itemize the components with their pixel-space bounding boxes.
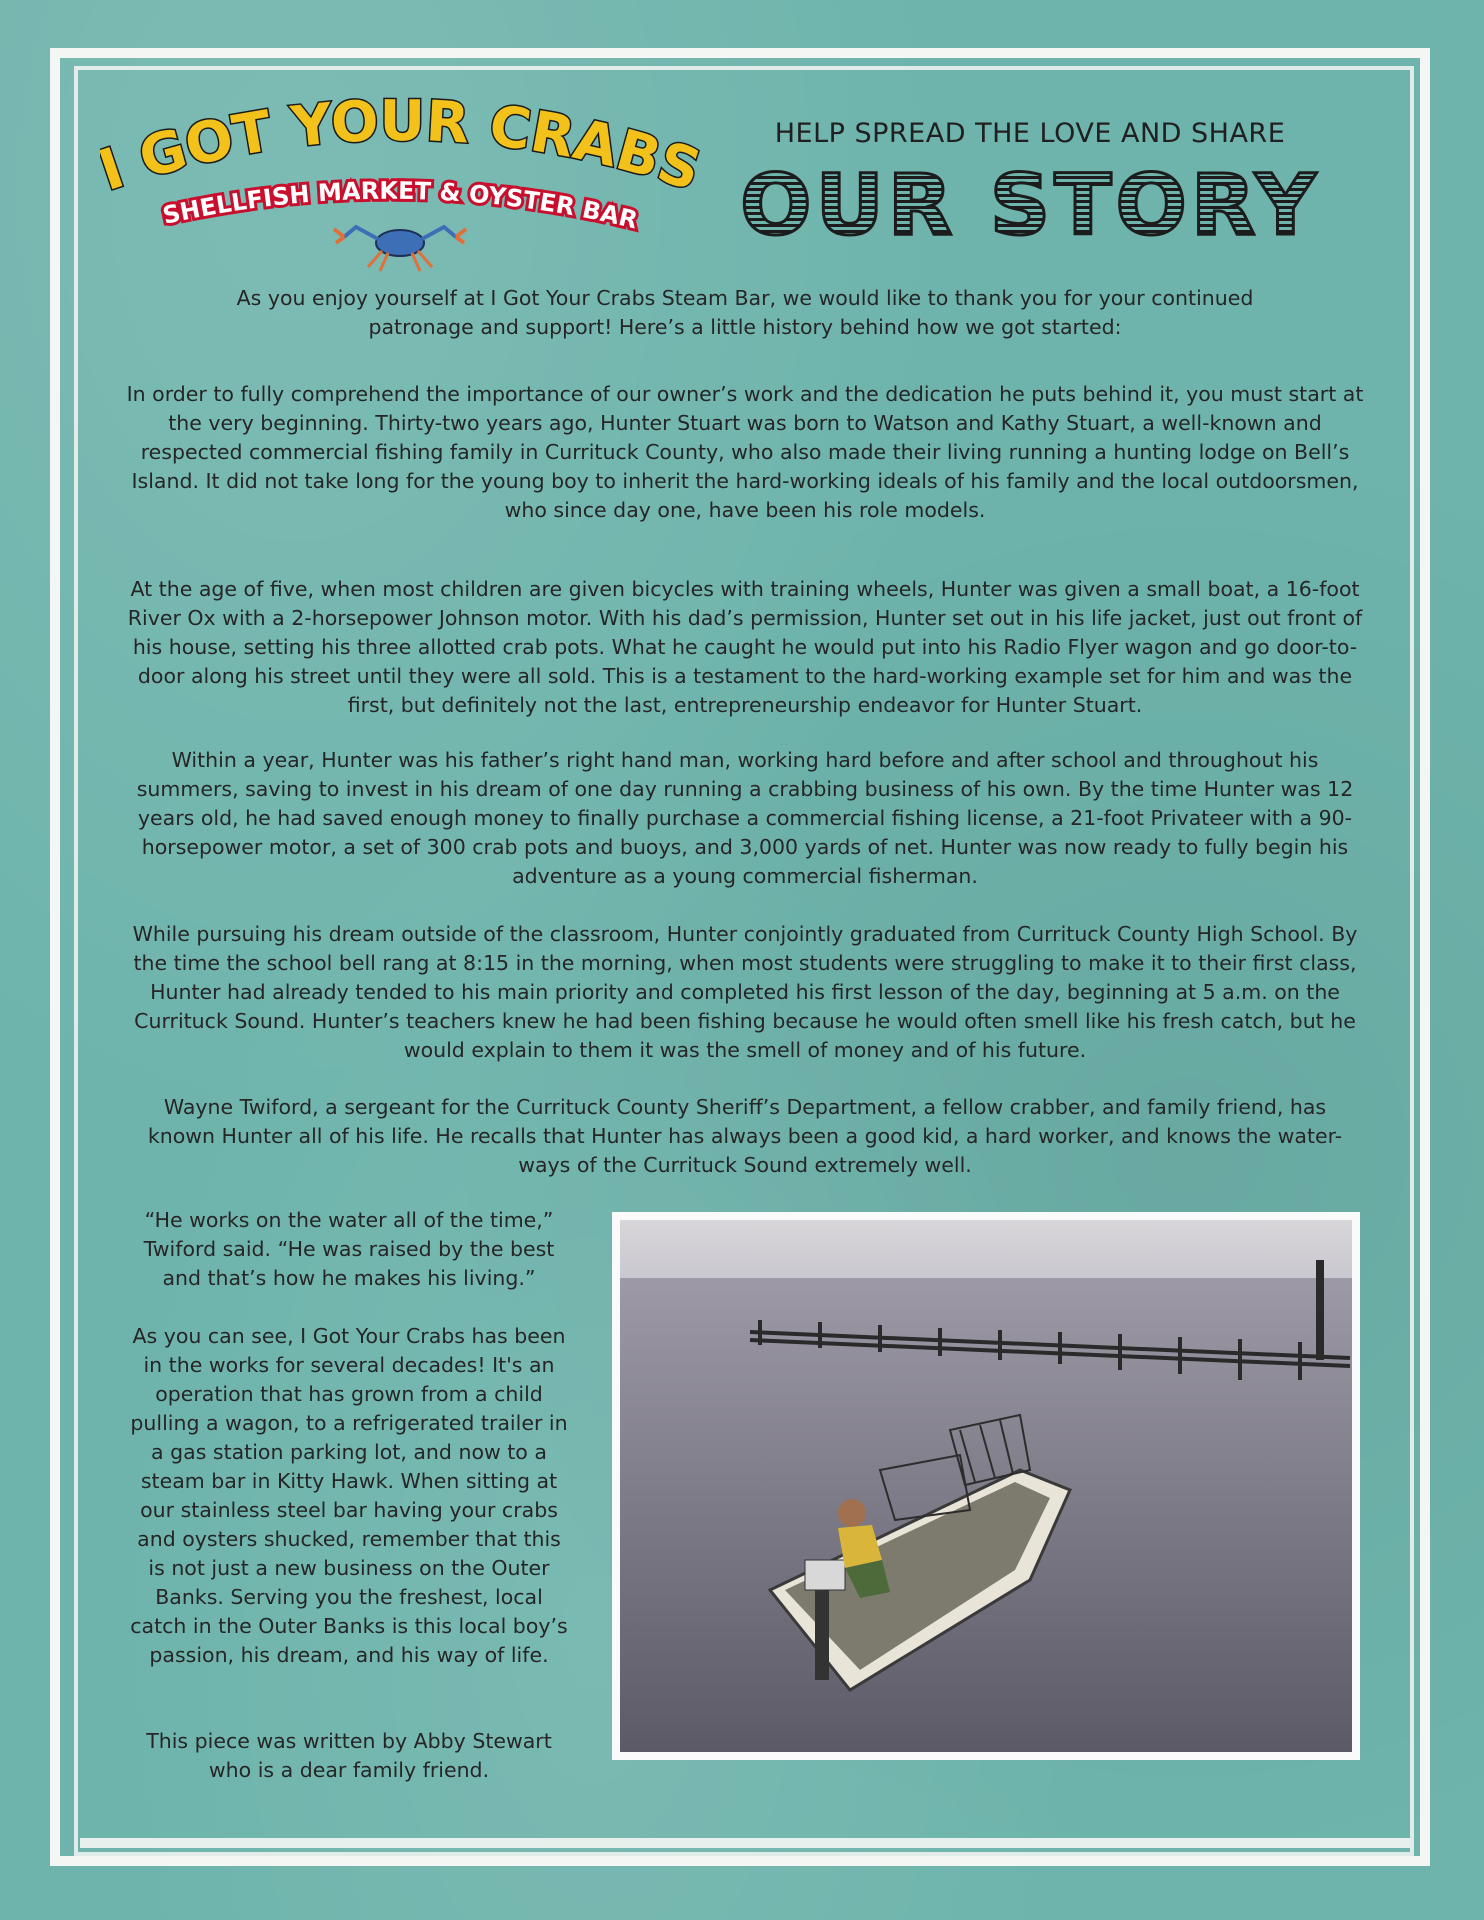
crab-icon [334, 227, 466, 271]
story-paragraph: Within a year, Hunter was his father’s right hand man, working hard before and after school and throughout his summers, saving to invest in his dream of one day running a crabbing business of his own. By the time Hunter was 12 years old, he had saved enough money to finally purchase a commercial fishing license, a 21-foot Privateer with a 90-horsepower motor, a set of 300 crab pots and buoys, and 3,000 yards of net. Hunter was now ready to fully begin his adventure as a young commercial fisherman. [136, 748, 1354, 888]
intro-paragraph: As you enjoy yourself at I Got Your Crabs Steam Bar, we would like to thank you for your continued patronage and support! Here’s a little history behind how we got started: [236, 286, 1254, 339]
headline [720, 158, 1340, 248]
logo-title: GOT YOUR CRAB [132, 95, 668, 192]
story-paragraph: Wayne Twiford, a sergeant for the Currituck County Sheriff’s Department, a fellow crabber, and family friend, has known Hunter all of his life. He recalls that Hunter has always been a good kid, a hard worker, and knows the water-ways of the Currituck Sound extremely well. [147, 1095, 1343, 1177]
frame-streak [80, 1838, 1410, 1848]
headline-text: OUR STORY [740, 158, 1320, 248]
logo-subtitle: SHELLFISH MARKET & OYSTER BAR [160, 176, 641, 235]
story-paragraph: In order to fully comprehend the importance of our owner’s work and the dedication he puts behind it, you must start at the very beginning. Thirty-two years ago, Hunter Stuart was born to Watson and Kathy Stuart, a well-known and respected commercial fishing family in Currituck County, who also made their living running a hunting lodge on Bell’s Island. It did not take long for the young boy to inherit the hard-working ideals of his family and the local outdoorsmen, who since day one, have been his role models. [126, 382, 1364, 522]
story-paragraph: While pursuing his dream outside of the classroom, Hunter conjointly graduated from Currituck County High School. By the time the school bell rang at 8:15 in the morning, when most students were struggling to make it to their first class, Hunter had already tended to his main priority and completed his first lesson of the day, beginning at 5 a.m. on the Currituck Sound. Hunter’s teachers knew he had been fishing because he would often smell like his fresh catch, but he would explain to them it was the smell of money and of his future. [132, 922, 1358, 1062]
story-paragraph: At the age of five, when most children are given bicycles with training wheels, Hunter was given a small boat, a 16-foot River Ox with a 2-horsepower Johnson motor. With his dad’s permission, Hunter set out in his life jacket, just out front of his house, setting his three allotted crab pots. What he caught he would put into his Radio Flyer wagon and go door-to-door along his street until they were all sold. This is a testament to the hard-working example set for him and was the first, but definitely not the last, entrepreneurship endeavor for Hunter Stuart. [127, 577, 1363, 717]
svg-text:SHELLFISH MARKET & OYSTER BAR [160, 177, 640, 235]
brand-logo [100, 95, 700, 275]
author-credit: This piece was written by Abby Stewart who is a dear family friend. [146, 1729, 552, 1782]
quote-paragraph: “He works on the water all of the time,” Twiford said. “He was raised by the best and that’s how he makes his living.” [143, 1208, 555, 1290]
tagline: HELP SPREAD THE LOVE AND SHARE [774, 118, 1286, 149]
closing-paragraph: As you can see, I Got Your Crabs has been in the works for several decades! It's an operation that has grown from a child pulling a wagon, to a refrigerated trailer in a gas station parking lot, and now to a steam bar in Kitty Hawk. When sitting at our stainless steel bar having your crabs and oysters shucked, remember that this is not just a new business on the Outer Banks. Serving you the freshest, local catch in the Outer Banks is this local boy’s passion, his dream, and his way of life. [130, 1324, 568, 1667]
boy-in-boat-photo [612, 1212, 1360, 1760]
